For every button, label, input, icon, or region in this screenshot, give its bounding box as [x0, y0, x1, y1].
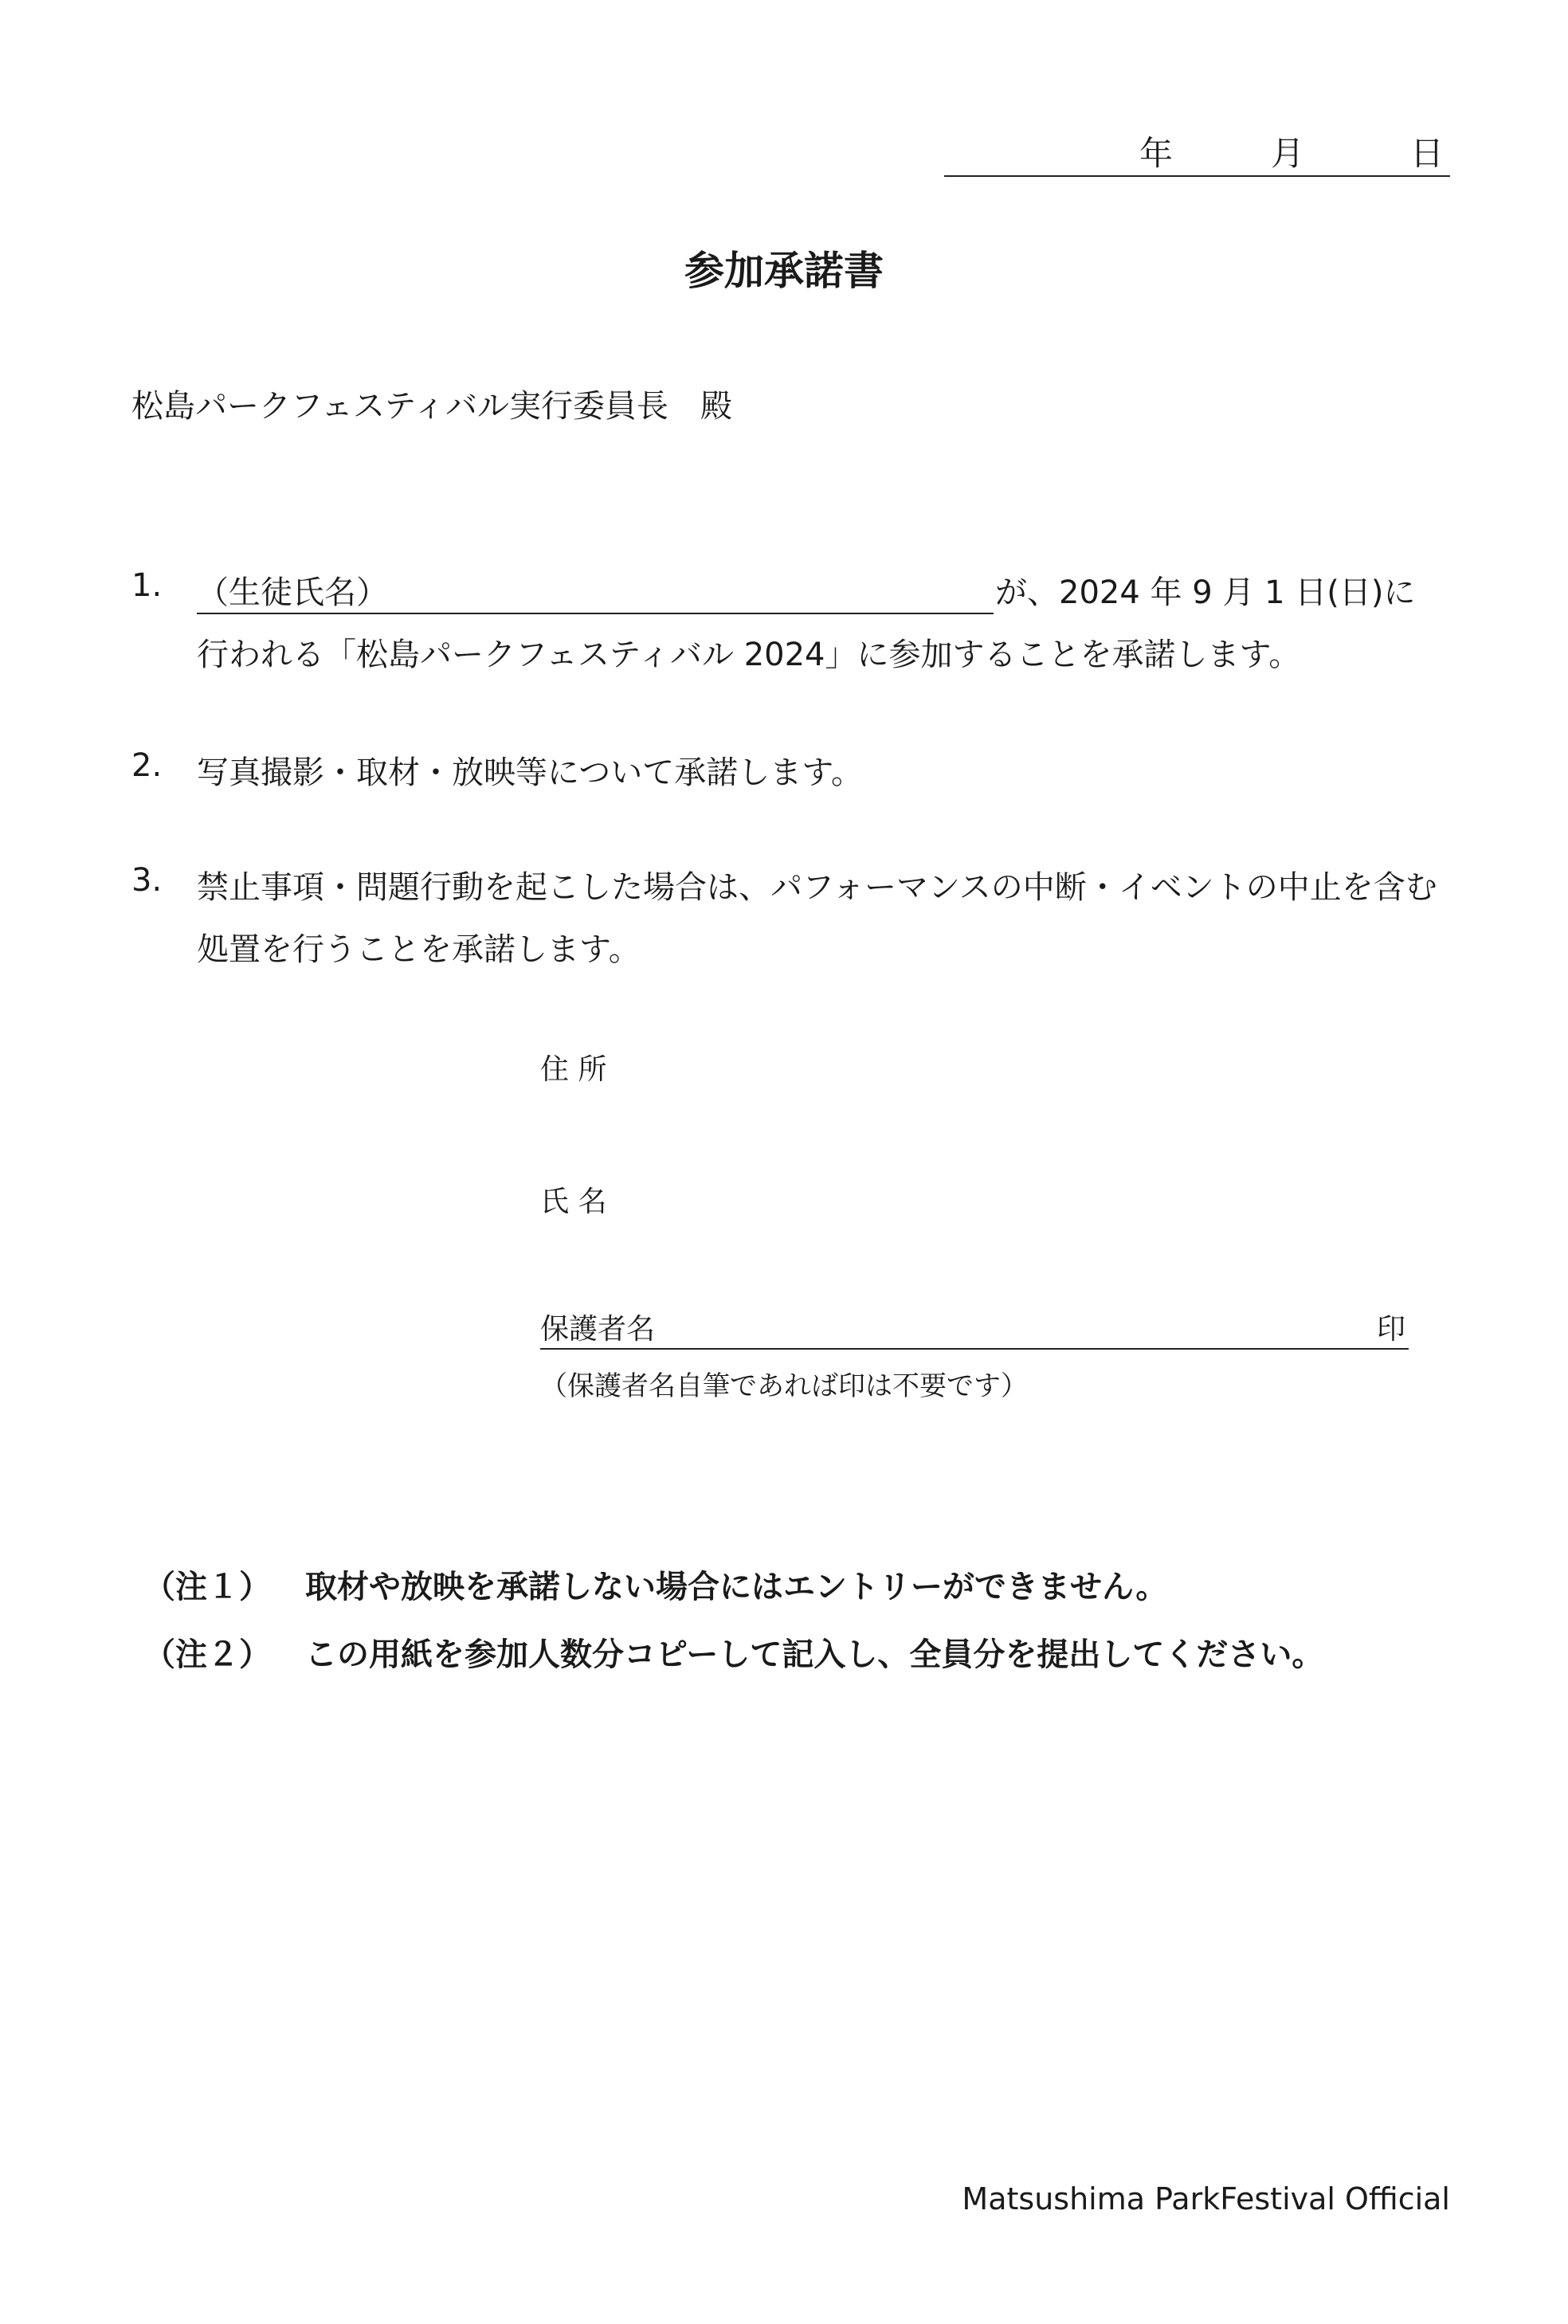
- date-line[interactable]: [944, 126, 1450, 177]
- note-text: この用紙を参加人数分コピーして記入し、全員分を提出してください。: [305, 1636, 1324, 1673]
- item-line-2: 処置を行うことを承諾します。: [197, 931, 641, 968]
- consent-item-1: [0, 567, 1568, 673]
- item-number: 3.: [131, 862, 163, 899]
- student-name-label: （生徒氏名）: [197, 574, 388, 611]
- item-number: 1.: [131, 567, 163, 604]
- item-number: 2.: [131, 747, 163, 784]
- address-label: 住 所: [540, 1053, 607, 1086]
- note-2: [0, 1629, 1568, 1677]
- consent-item-2: [0, 747, 1568, 795]
- date-month-unit: 月: [1271, 134, 1305, 173]
- footer-credit: Matsushima ParkFestival Official: [962, 2181, 1450, 2216]
- note-label: （注２）: [143, 1636, 271, 1673]
- name-label: 氏 名: [540, 1186, 607, 1218]
- item-line-1: 禁止事項・問題行動を起こした場合は、パフォーマンスの中断・イベントの中止を含む: [197, 869, 1437, 906]
- item-1-suffix: が、2024 年 9 月 1 日(日)に: [995, 574, 1416, 611]
- student-name-field[interactable]: [197, 567, 994, 614]
- item-line-1: [197, 567, 1415, 614]
- item-line-2: 行われる「松島パークフェスティバル 2024」に参加することを承諾します。: [197, 637, 1301, 673]
- note-text: 取材や放映を承諾しない場合にはエントリーができません。: [305, 1569, 1168, 1605]
- item-line-1: 写真撮影・取材・放映等について承諾します。: [197, 754, 863, 791]
- guardian-name-label: 保護者名: [540, 1313, 656, 1346]
- date-day-unit: 日: [1410, 134, 1445, 173]
- guardian-name-field[interactable]: [540, 1307, 1409, 1350]
- guardian-note: （保護者名自筆であれば印は不要です）: [540, 1370, 1028, 1402]
- document-title: 参加承諾書: [684, 248, 884, 294]
- consent-item-3: [0, 862, 1568, 974]
- note-label: （注１）: [143, 1569, 271, 1605]
- note-1: [0, 1562, 1568, 1609]
- seal-label: 印: [1376, 1313, 1405, 1346]
- addressee: 松島パークフェスティバル実行委員長 殿: [131, 388, 732, 425]
- date-year-unit: 年: [1139, 134, 1174, 173]
